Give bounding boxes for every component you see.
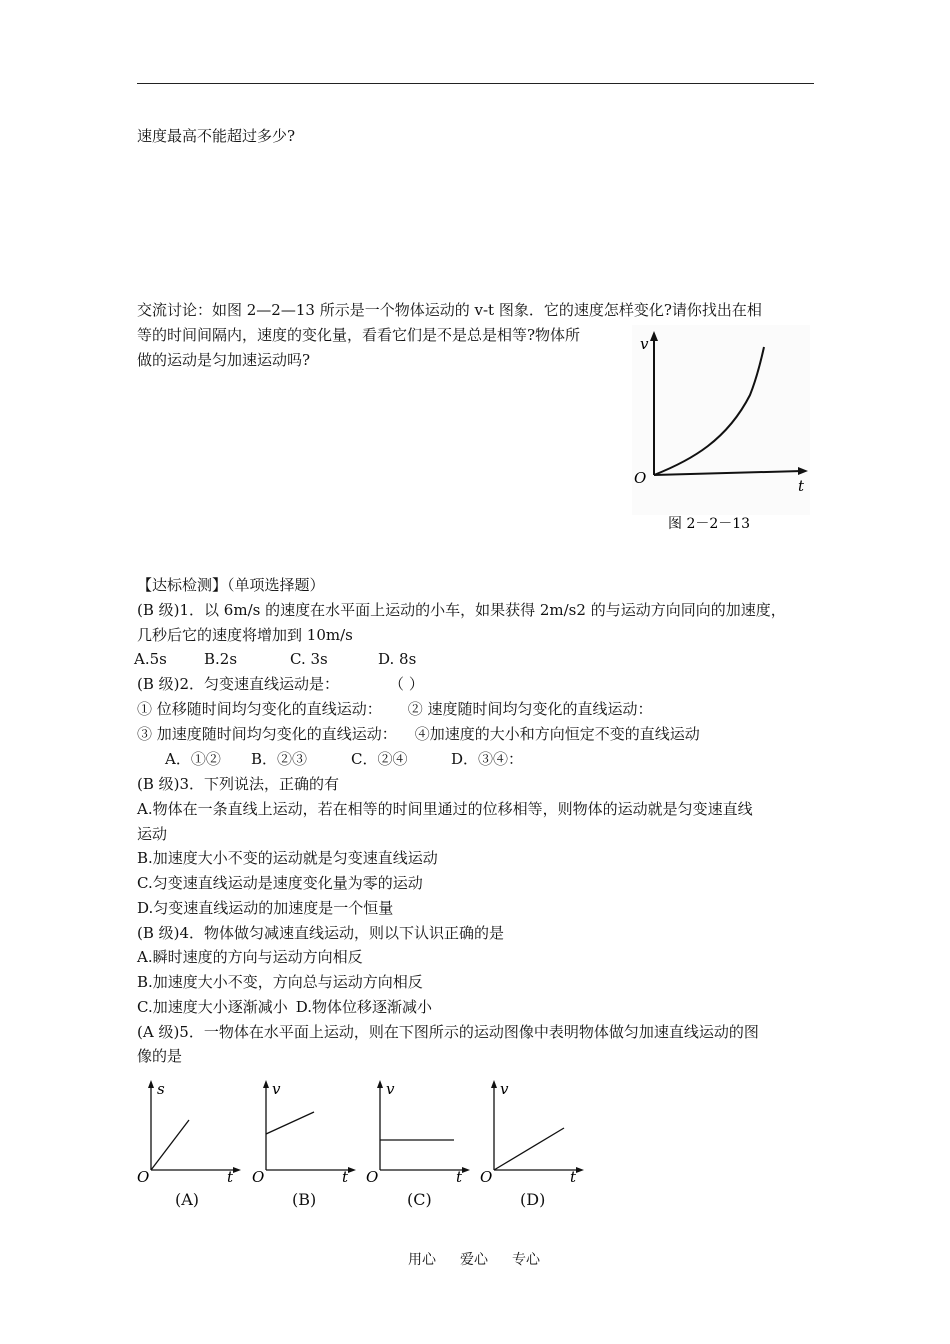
graph-b-origin: O [252,1168,265,1183]
q2-statements-2 [137,723,700,745]
test-header: 【达标检测】（单项选择题） [137,576,325,594]
q2-statement-1: ① 位移随时间均匀变化的直线运动： [137,700,382,718]
q1-option-a: A.5s [134,650,167,668]
origin-label: O [634,469,647,487]
q2-option-b: B．②③ [251,750,308,768]
q1-option-b: B.2s [204,650,238,668]
q3-option-a-line-2: 运动 [137,825,168,843]
graph-c-y-label: v [386,1080,395,1098]
graph-b-y-label: v [272,1080,281,1098]
q1-line-2: 几秒后它的速度将增加到 10m/s [137,626,353,644]
graph-a-y-label: s [157,1080,165,1098]
q4-option-d: D.物体位移逐渐减小 [295,998,432,1016]
graph-c [366,1078,470,1183]
v-label: v [640,335,649,353]
q1-line-1: (B 级)1．以 6m/s 的速度在水平面上运动的小车，如果获得 2m/s2 的与运动方向同向的加速度， [137,601,786,619]
q2-option-a: A．①② [165,750,221,768]
q3-option-d: D.匀变速直线运动的加速度是一个恒量 [137,899,394,917]
discussion-line-3: 做的运动是匀加速运动吗? [137,351,311,369]
q4-option-c: C.加速度大小逐渐减小 [137,998,288,1016]
q2-bracket: （ ） [389,675,424,693]
graph-a-origin: O [137,1168,150,1183]
q5-line-1: (A 级)5．一物体在水平面上运动，则在下图所示的运动图像中表明物体做匀加速直线运动的图 [137,1023,759,1041]
discussion-line-1: 交流讨论：如图 2—2—13 所示是一个物体运动的 v-t 图象．它的速度怎样变化?请你找出在相 [137,301,762,319]
q1-option-c: C. 3s [290,650,328,668]
q2-option-d: D．③④： [451,750,524,768]
q2-statements-1 [137,698,653,720]
q1-option-d: D. 8s [378,650,417,668]
figure-2-2-13 [632,325,810,535]
graph-c-caption: (C) [407,1190,432,1209]
q2-statement-3: ③ 加速度随时间均匀变化的直线运动： [137,725,397,743]
graph-a-line [151,1120,189,1170]
q4-stem: (B 级)4．物体做匀减速直线运动，则以下认识正确的是 [137,924,505,942]
graph-b-x-label: t [342,1168,349,1183]
graph-c-origin: O [366,1168,379,1183]
graph-a-caption: (A) [175,1190,200,1209]
graph-d-x-label: t [570,1168,577,1183]
q4-option-b: B.加速度大小不变，方向总与运动方向相反 [137,973,423,991]
q3-stem: (B 级)3．下列说法，正确的有 [137,775,340,793]
graph-d [480,1078,584,1183]
header-rule [137,83,814,84]
discussion-line-2: 等的时间间隔内，速度的变化量，看看它们是不是总是相等?物体所 [137,326,581,344]
q1-options [134,648,416,670]
q4-options-cd [137,996,432,1018]
q2-statement-4: ④加速度的大小和方向恒定不变的直线运动 [414,725,700,743]
graph-c-x-label: t [456,1168,463,1183]
footer-text-1: 用心 [408,1252,436,1268]
graph-d-y-label: v [500,1080,509,1098]
vt-graph-curve [632,325,810,535]
q3-option-b: B.加速度大小不变的运动就是匀变速直线运动 [137,849,438,867]
graph-b [252,1078,356,1183]
graph-a [137,1078,241,1183]
q2-options [165,748,523,770]
q3-option-a-line-1: A.物体在一条直线上运动，若在相等的时间里通过的位移相等，则物体的运动就是匀变速直线 [137,800,753,818]
graph-d-line [494,1128,564,1170]
q3-option-c: C.匀变速直线运动是速度变化量为零的运动 [137,874,423,892]
graph-d-origin: O [480,1168,493,1183]
q2-statement-2: ② 速度随时间均匀变化的直线运动： [407,700,653,718]
page-footer [408,1249,564,1269]
graph-a-x-label: t [227,1168,234,1183]
q2-stem-line [137,673,424,695]
q2-stem: (B 级)2．匀变速直线运动是： [137,675,340,693]
graph-b-caption: (B) [292,1190,317,1209]
q2-option-c: C．②④ [351,750,408,768]
t-label: t [798,477,805,495]
graph-d-caption: (D) [520,1190,546,1209]
q5-line-2: 像的是 [137,1047,183,1065]
footer-text-3: 专心 [512,1252,540,1268]
footer-text-2: 爱心 [460,1252,488,1268]
graph-b-line [266,1112,314,1134]
figure-caption: 图 2－2－13 [668,516,751,532]
intro-question: 速度最高不能超过多少? [137,127,296,145]
q4-option-a: A.瞬时速度的方向与运动方向相反 [137,948,363,966]
